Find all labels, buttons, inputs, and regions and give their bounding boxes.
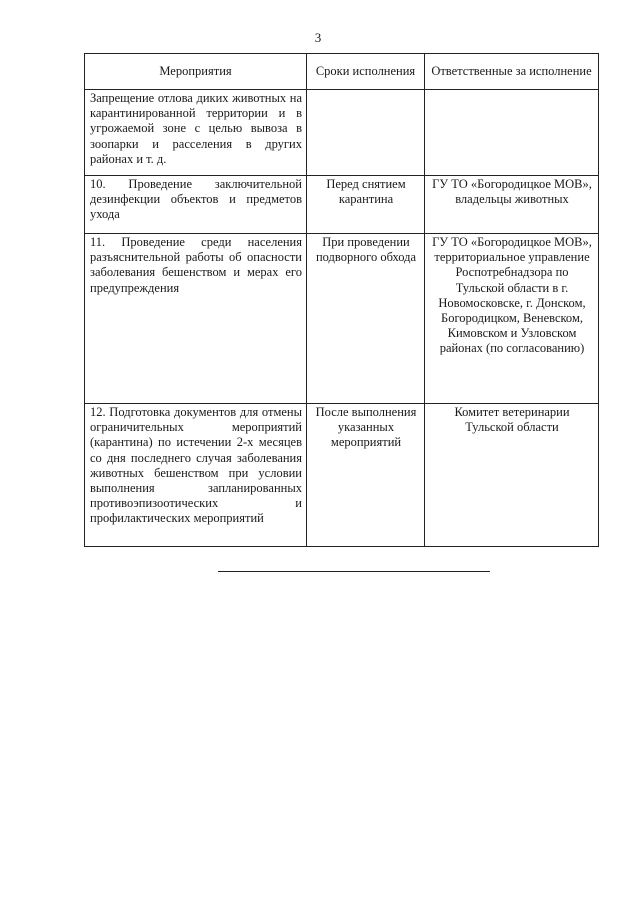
header-responsible: Ответственные за исполнение <box>425 54 599 90</box>
header-measures: Мероприятия <box>85 54 307 90</box>
responsible-cell: Комитет ветеринарии Тульской области <box>425 404 599 547</box>
deadline-cell: При проведении подворного обхода <box>307 234 425 404</box>
measures-table <box>84 53 599 547</box>
measure-cell: 11. Проведение среди населения разъяснительной работы об опасности заболевания бешенством и мерах его предупреждения <box>85 234 307 404</box>
page-number: 3 <box>314 30 322 45</box>
measure-cell: 10. Проведение заключительной дезинфекции объектов и предметов ухода <box>85 176 307 234</box>
header-deadlines: Сроки исполнения <box>307 54 425 90</box>
table-row <box>85 176 599 234</box>
table-row <box>85 90 599 176</box>
deadline-cell: Перед снятием карантина <box>307 176 425 234</box>
responsible-cell: ГУ ТО «Богородицкое МОВ», территориальное управление Роспотребнадзора по Тульской области в г. Новомосковске, г. Донском, Богородицком, Веневском, Кимовском и Узловском районах (по согласованию) <box>425 234 599 404</box>
measure-cell: 12. Подготовка документов для отмены ограничительных мероприятий (карантина) по истечении 2-х месяцев со дня последнего случая заболевания животных бешенством при условии выполнения запланированных противоэпизоотических и профилактических мероприятий <box>85 404 307 547</box>
table-row <box>85 234 599 404</box>
table-header-row <box>85 54 599 90</box>
deadline-cell: После выполнения указанных мероприятий <box>307 404 425 547</box>
table-row <box>85 404 599 547</box>
responsible-cell: ГУ ТО «Богородицкое МОВ», владельцы животных <box>425 176 599 234</box>
deadline-cell <box>307 90 425 176</box>
responsible-cell <box>425 90 599 176</box>
measure-cell: Запрещение отлова диких животных на карантинированной территории и в угрожаемой зоне с целью вывоза в зоопарки и расселения в других районах и т. д. <box>85 90 307 176</box>
end-of-document-rule <box>218 571 490 572</box>
